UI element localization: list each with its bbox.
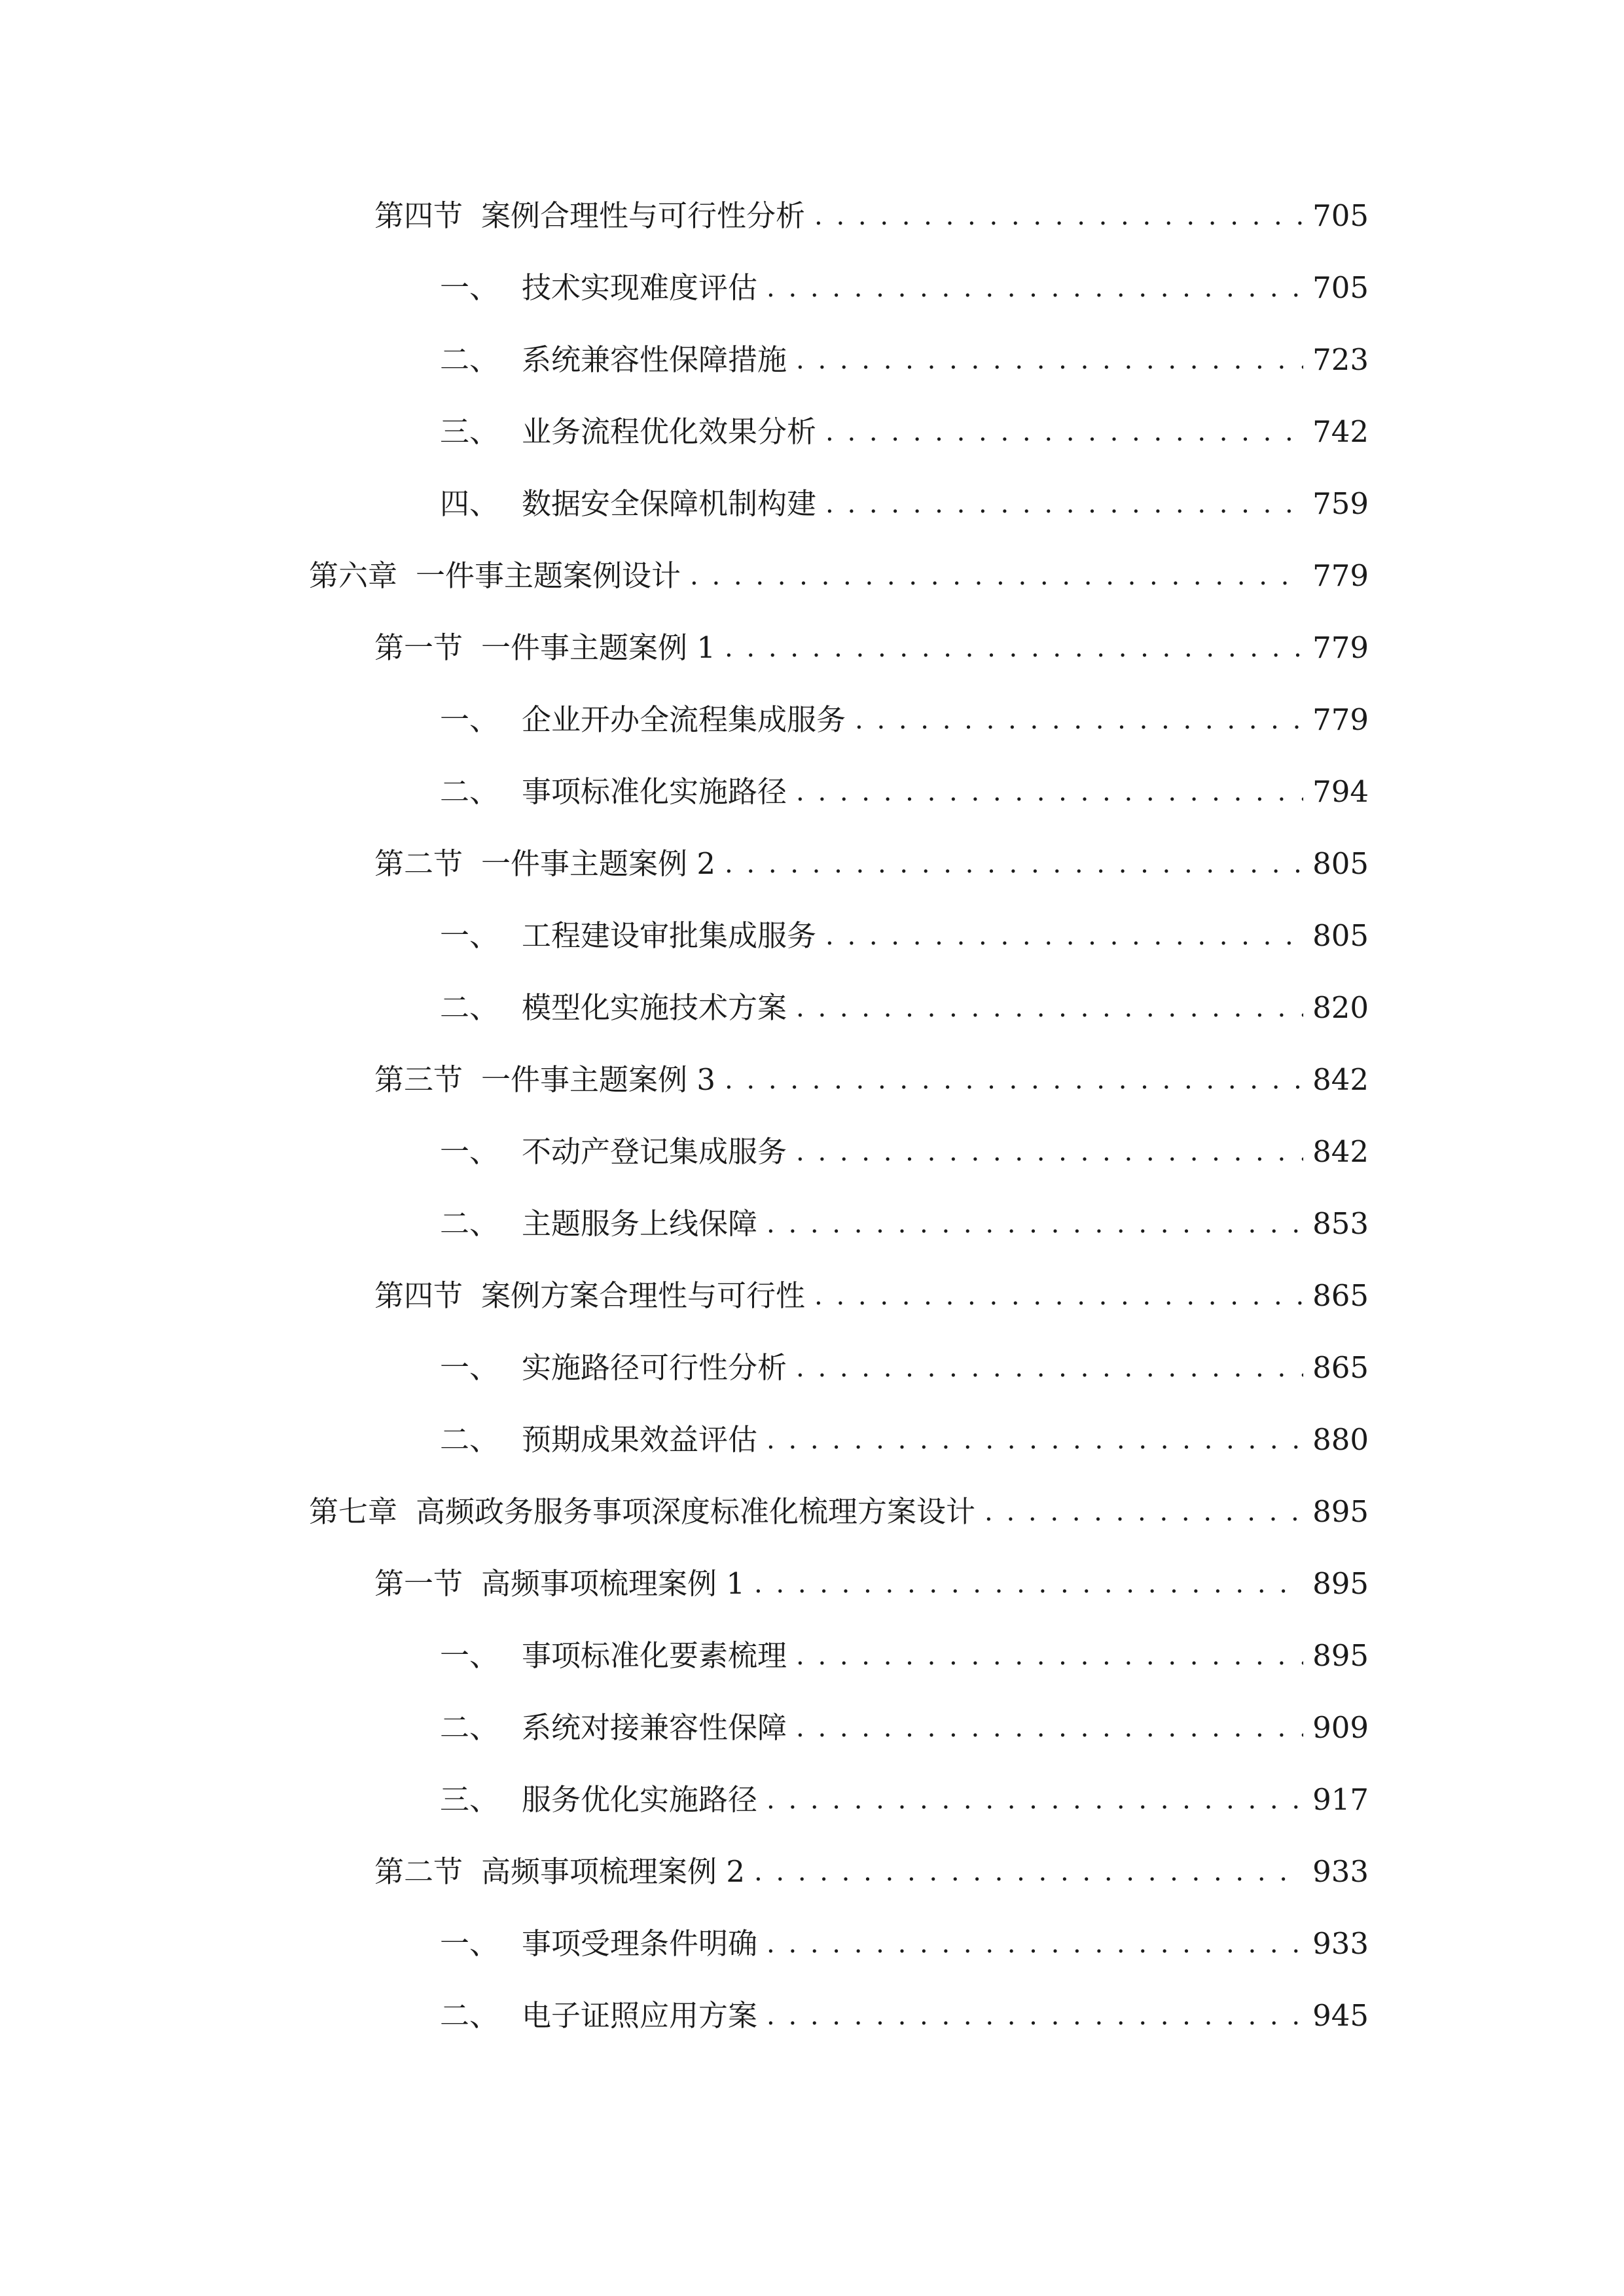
toc-entry-title: 模型化实施技术方案 (522, 990, 787, 1025)
toc-entry-number: 第四节 (374, 198, 463, 233)
toc-section-entry[interactable] (374, 1270, 1369, 1322)
toc-entry-number: 第一节 (374, 1566, 463, 1601)
toc-page-number: 895 (1312, 1638, 1369, 1673)
toc-entry-number: 三、 (440, 1782, 499, 1817)
dot-leader (984, 1486, 1303, 1538)
dot-leader (725, 622, 1303, 674)
toc-entry-title: 一件事主题案例 2 (481, 846, 715, 881)
dot-leader (767, 1918, 1303, 1970)
dot-leader (814, 1270, 1303, 1322)
toc-page-number: 779 (1312, 702, 1369, 737)
toc-page-number: 895 (1312, 1566, 1369, 1601)
toc-section-entry[interactable] (374, 190, 1369, 242)
dot-leader (796, 1126, 1303, 1178)
toc-page-number: 933 (1312, 1926, 1369, 1961)
toc-page-number: 917 (1312, 1782, 1369, 1817)
toc-page-number: 723 (1312, 342, 1369, 377)
dot-leader (767, 1198, 1303, 1250)
dot-leader (796, 982, 1303, 1034)
toc-page-number: 759 (1312, 486, 1369, 521)
dot-leader (825, 406, 1303, 458)
toc-entry-number: 一、 (440, 702, 499, 737)
toc-entry-title: 工程建设审批集成服务 (522, 918, 817, 953)
dot-leader (825, 910, 1303, 962)
toc-entry-title: 一件事主题案例设计 (416, 558, 681, 593)
toc-page-number: 842 (1312, 1134, 1369, 1169)
toc-entry-title: 不动产登记集成服务 (522, 1134, 787, 1169)
dot-leader (796, 334, 1303, 386)
toc-entry-number: 一、 (440, 270, 499, 305)
dot-leader (754, 1846, 1303, 1898)
toc-item-entry[interactable] (440, 478, 1369, 530)
toc-item-entry[interactable] (440, 406, 1369, 458)
toc-entry-number: 一、 (440, 1638, 499, 1673)
toc-entry-title: 事项受理条件明确 (522, 1926, 758, 1961)
toc-entry-number: 第一节 (374, 630, 463, 665)
toc-item-entry[interactable] (440, 1702, 1369, 1754)
toc-entry-title: 预期成果效益评估 (522, 1422, 758, 1457)
toc-item-entry[interactable] (440, 1414, 1369, 1466)
toc-entry-number: 二、 (440, 1998, 499, 2033)
toc-item-entry[interactable] (440, 910, 1369, 962)
dot-leader (796, 766, 1303, 818)
toc-entry-number: 二、 (440, 990, 499, 1025)
toc-section-entry[interactable] (374, 838, 1369, 890)
toc-page-number: 909 (1312, 1710, 1369, 1745)
toc-entry-title: 案例方案合理性与可行性 (481, 1278, 806, 1313)
toc-entry-title: 高频事项梳理案例 1 (481, 1566, 745, 1601)
toc-page-number: 805 (1312, 846, 1369, 881)
toc-page-number: 842 (1312, 1062, 1369, 1097)
toc-entry-title: 主题服务上线保障 (522, 1206, 758, 1241)
toc-entry-number: 二、 (440, 1422, 499, 1457)
toc-page-number: 705 (1312, 270, 1369, 305)
toc-item-entry[interactable] (440, 1918, 1369, 1970)
dot-leader (814, 190, 1303, 242)
toc-entry-number: 第四节 (374, 1278, 463, 1313)
toc-entry-number: 一、 (440, 1926, 499, 1961)
toc-entry-number: 第七章 (309, 1494, 398, 1529)
toc-page-number: 742 (1312, 414, 1369, 449)
toc-section-entry[interactable] (374, 1846, 1369, 1898)
dot-leader (796, 1342, 1303, 1394)
toc-entry-number: 二、 (440, 342, 499, 377)
toc-item-entry[interactable] (440, 262, 1369, 314)
dot-leader (767, 1774, 1303, 1826)
toc-entry-title: 技术实现难度评估 (522, 270, 758, 305)
toc-entry-number: 二、 (440, 1206, 499, 1241)
toc-page-number: 865 (1312, 1278, 1369, 1313)
toc-section-entry[interactable] (374, 1054, 1369, 1106)
toc-page-number: 880 (1312, 1422, 1369, 1457)
toc-item-entry[interactable] (440, 1990, 1369, 2042)
toc-page-number: 945 (1312, 1998, 1369, 2033)
toc-item-entry[interactable] (440, 1198, 1369, 1250)
toc-entry-title: 事项标准化要素梳理 (522, 1638, 787, 1673)
toc-entry-number: 第二节 (374, 846, 463, 881)
toc-entry-title: 案例合理性与可行性分析 (481, 198, 806, 233)
dot-leader (825, 478, 1303, 530)
toc-entry-title: 高频政务服务事项深度标准化梳理方案设计 (416, 1494, 976, 1529)
toc-item-entry[interactable] (440, 982, 1369, 1034)
toc-item-entry[interactable] (440, 694, 1369, 746)
toc-entry-title: 一件事主题案例 1 (481, 630, 715, 665)
toc-entry-number: 二、 (440, 774, 499, 809)
toc-entry-title: 高频事项梳理案例 2 (481, 1854, 745, 1889)
dot-leader (725, 838, 1303, 890)
toc-page-number: 853 (1312, 1206, 1369, 1241)
toc-page-number: 779 (1312, 630, 1369, 665)
toc-chapter-entry[interactable] (309, 1486, 1369, 1538)
toc-entry-title: 系统对接兼容性保障 (522, 1710, 787, 1745)
toc-page-number: 933 (1312, 1854, 1369, 1889)
toc-entry-number: 一、 (440, 1350, 499, 1385)
toc-entry-title: 数据安全保障机制构建 (522, 486, 817, 521)
dot-leader (754, 1558, 1303, 1610)
toc-chapter-entry[interactable] (309, 550, 1369, 602)
toc-item-entry[interactable] (440, 1126, 1369, 1178)
toc-page-number: 705 (1312, 198, 1369, 233)
toc-item-entry[interactable] (440, 1342, 1369, 1394)
toc-entry-title: 一件事主题案例 3 (481, 1062, 715, 1097)
toc-entry-title: 事项标准化实施路径 (522, 774, 787, 809)
toc-item-entry[interactable] (440, 334, 1369, 386)
toc-entry-number: 第三节 (374, 1062, 463, 1097)
toc-entry-number: 四、 (440, 486, 499, 521)
toc-section-entry[interactable] (374, 622, 1369, 674)
dot-leader (767, 262, 1303, 314)
dot-leader (767, 1414, 1303, 1466)
toc-entry-number: 一、 (440, 918, 499, 953)
toc-section-entry[interactable] (374, 1558, 1369, 1610)
toc-page-number: 895 (1312, 1494, 1369, 1529)
toc-entry-number: 二、 (440, 1710, 499, 1745)
toc-entry-number: 一、 (440, 1134, 499, 1169)
dot-leader (796, 1630, 1303, 1682)
dot-leader (796, 1702, 1303, 1754)
toc-entry-title: 服务优化实施路径 (522, 1782, 758, 1817)
dot-leader (855, 694, 1303, 746)
toc-page-number: 865 (1312, 1350, 1369, 1385)
toc-entry-title: 系统兼容性保障措施 (522, 342, 787, 377)
toc-entry-number: 第六章 (309, 558, 398, 593)
toc-entry-title: 业务流程优化效果分析 (522, 414, 817, 449)
toc-entry-title: 企业开办全流程集成服务 (522, 702, 846, 737)
toc-page-number: 805 (1312, 918, 1369, 953)
toc-item-entry[interactable] (440, 1774, 1369, 1826)
toc-item-entry[interactable] (440, 766, 1369, 818)
dot-leader (767, 1990, 1303, 2042)
toc-entry-number: 第二节 (374, 1854, 463, 1889)
toc-entry-title: 电子证照应用方案 (522, 1998, 758, 2033)
toc-item-entry[interactable] (440, 1630, 1369, 1682)
toc-page-number: 820 (1312, 990, 1369, 1025)
toc-entry-number: 三、 (440, 414, 499, 449)
toc-page-number: 779 (1312, 558, 1369, 593)
toc-page-number: 794 (1312, 774, 1369, 809)
dot-leader (690, 550, 1303, 602)
toc-entry-title: 实施路径可行性分析 (522, 1350, 787, 1385)
dot-leader (725, 1054, 1303, 1106)
